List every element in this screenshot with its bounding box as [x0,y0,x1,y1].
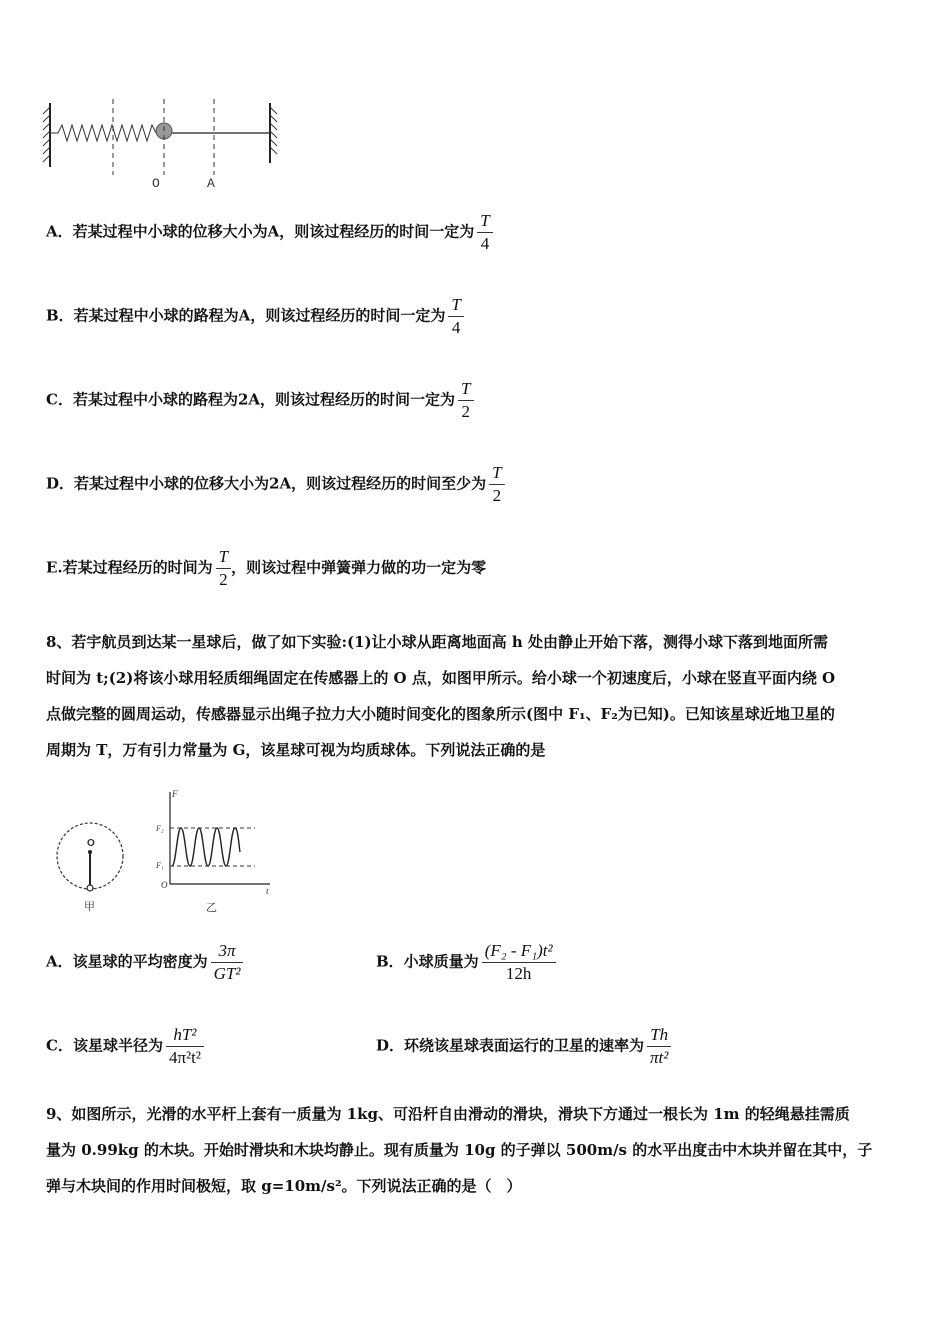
option-8c: C．该星球半径为 $\frac{\text{hT²}}{\text{4π²t²}}$ [46,1024,204,1069]
option-8b: B．小球质量为 $\frac{\text{(F₂ - F₁)t²}}{12h}$ [376,940,556,985]
option-7b: B．若某过程中小球的路程为A，则该过程经历的时间一定为 $\frac{T}{4}$ [46,294,464,339]
axis-f-label: F [172,789,178,799]
option-7d: D．若某过程中小球的位移大小为2A，则该过程经历的时间至少为 $\frac{T}{2}$ [46,462,505,507]
force-time-graph [150,786,275,916]
origin-label: O [161,880,168,890]
option-7a: A．若某过程中小球的位移大小为A，则该过程经历的时间一定为 $\frac{T}{4}$ [46,210,493,255]
question-8-stem: 8、若宇航员到达某一星球后，做了如下实验:(1)让小球从距离地面高 h 处由静止开始下落，测得小球下落到地面所需 时间为 t;(2)将该小球用轻质细绳固定在传感器上的 O 点，如图甲所示。给小球一个初速度后，小球在竖直平面内绕 O 点做完整的圆周运动，传感器显示出绳子拉力大小随时间变化的图象所示(图中 F₁、F₂为已知)。已知该星球近地卫星的 周期为 T，万有引力常量为 G，该星球可视为均质球体。下列说法正确的是 [46,633,836,759]
label-o: O [152,176,160,191]
question-9-stem: 9、如图所示，光滑的水平杆上套有一质量为 1kg、可沿杆自由滑动的滑块，滑块下方通过一根长为 1m 的轻绳悬挂需质 量为 0.99kg 的木块。开始时滑块和木块均静止。现有质量为 10g 的子弹以 500m/s 的水平出度击中木块并留在其中，子 弹与木块间的作用时间极短，取 g=10m/s²。下列说法正确的是（ ） [46,1105,873,1195]
f1-label: F₁ [156,861,164,870]
option-7c: C．若某过程中小球的路程为2A，则该过程经历的时间一定为 $\frac{T}{2}$ [46,378,474,423]
f2-label: F₂ [156,824,164,833]
label-a: A [207,176,215,191]
circle-motion-figure [48,812,138,917]
spring-oscillator-figure [40,95,290,195]
option-8d: D．环绕该星球表面运行的卫星的速率为 $\frac{Th}{\text{πt²}}$ [376,1024,671,1069]
axis-t-label: t [266,886,269,896]
label-yi: 乙 [206,901,217,914]
label-jia: 甲 [84,900,95,913]
option-7e: E.若某过程经历的时间为 $\frac{T}{2}$ ，则该过程中弹簧弹力做的功一定为零 [46,547,487,589]
label-o-center: O [87,838,95,849]
option-8a: A．该星球的平均密度为 $\frac{3\pi}{\text{GT²}}$ [46,940,243,985]
